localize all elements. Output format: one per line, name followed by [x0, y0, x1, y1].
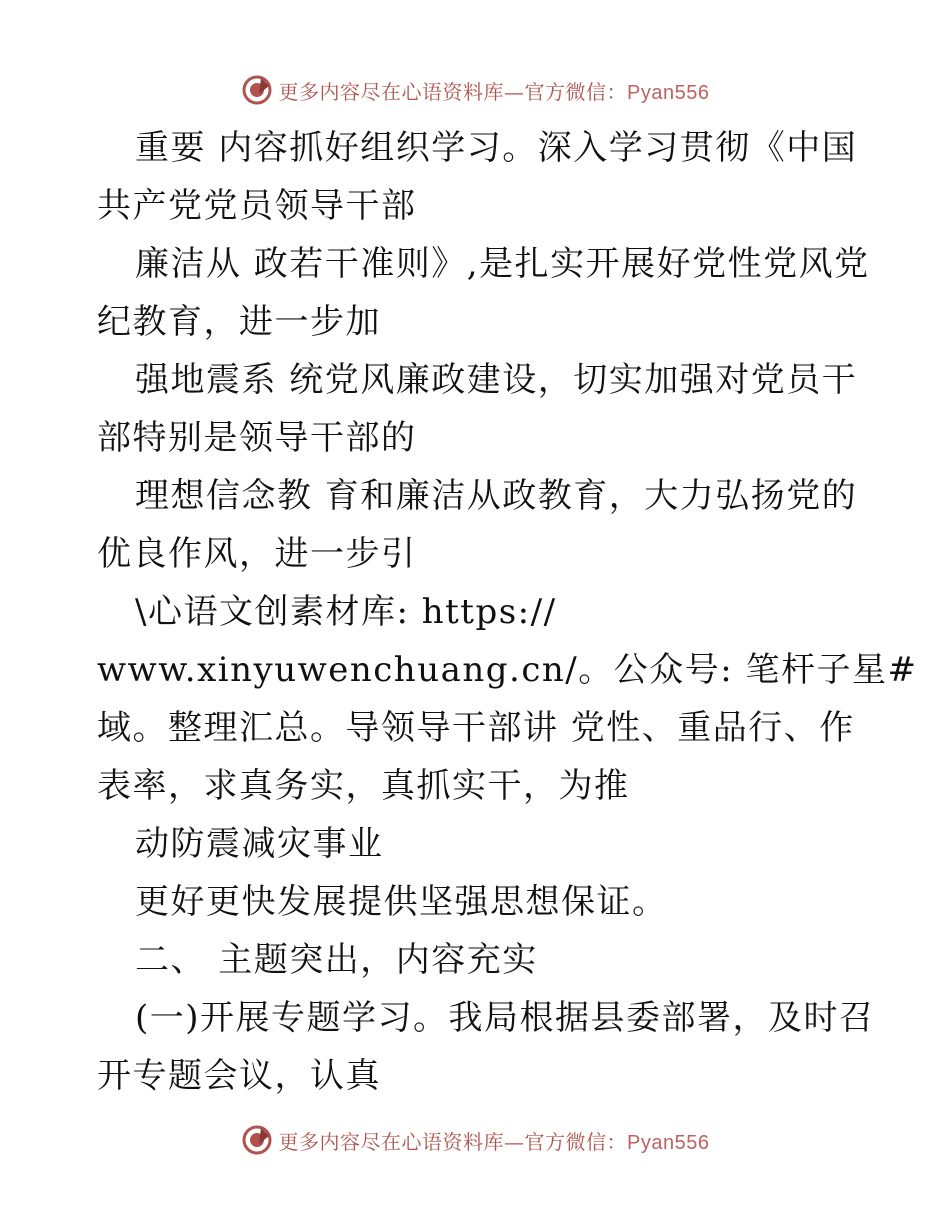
logo-icon — [241, 1124, 273, 1156]
body-line: 开专题会议，认真 — [97, 1056, 381, 1096]
footer-banner — [0, 1120, 950, 1160]
body-line: 纪教育，进一步加 — [97, 302, 381, 342]
body-line: 更好更快发展提供坚强思想保证。 — [135, 882, 668, 922]
body-line: 动防震减灾事业 — [135, 824, 384, 864]
body-line: 共产党党员领导干部 — [97, 186, 417, 226]
section-heading: 二、 主题突出，内容充实 — [135, 940, 538, 980]
body-line: 表率，求真务实，真抓实干，为推 — [97, 766, 630, 806]
banner-account: Pyan556 — [627, 81, 710, 104]
banner-account: Pyan556 — [627, 1131, 710, 1154]
footer-banner-text — [279, 1126, 710, 1155]
body-line: 域。整理汇总。导领导干部讲 党性、重品行、作 — [97, 708, 855, 748]
banner-label: 更多内容尽在心语资料库—官方微信： — [278, 79, 628, 104]
banner-label: 更多内容尽在心语资料库—官方微信： — [278, 1129, 628, 1154]
body-line: 强地震系 统党风廉政建设，切实加强对党员干 — [135, 360, 858, 400]
body-line: 理想信念教 育和廉洁从政教育，大力弘扬党的 — [135, 476, 858, 516]
body-line: 重要 内容抓好组织学习。深入学习贯彻《中国 — [135, 128, 858, 168]
body-line: (一)开展专题学习。我局根据县委部署，及时召 — [135, 998, 875, 1038]
body-line: 廉洁从 政若干准则》,是扎实开展好党性党风党 — [135, 244, 870, 284]
body-line: www.xinyuwenchuang.cn/。公众号: 笔杆子星# — [97, 650, 918, 690]
body-line: 优良作风，进一步引 — [97, 534, 417, 574]
body-line: \心语文创素材库: https:// — [135, 592, 557, 632]
body-line: 部特别是领导干部的 — [97, 418, 417, 458]
